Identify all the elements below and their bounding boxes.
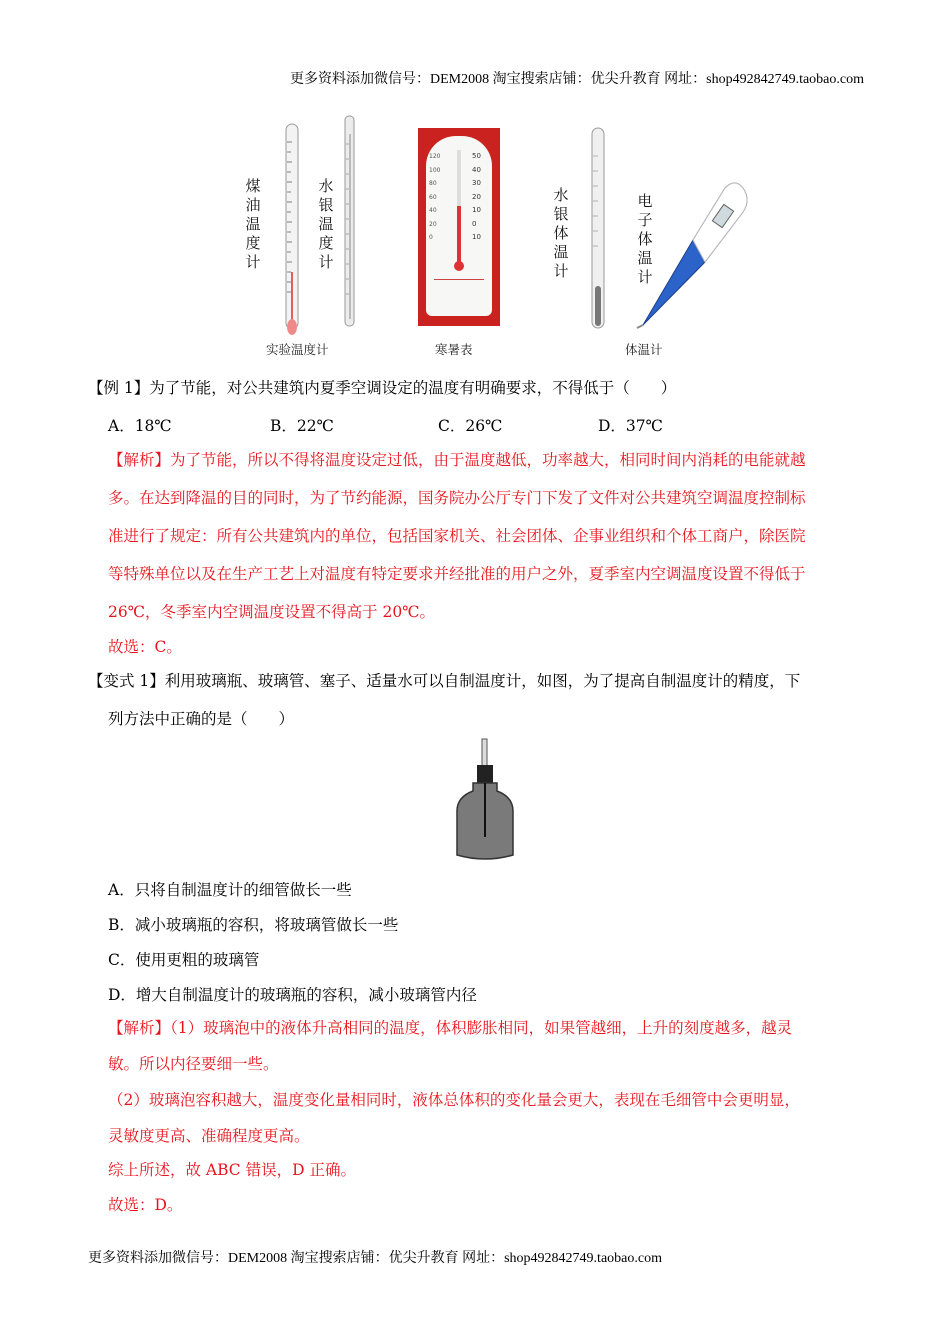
scale-right-label: 80 <box>429 180 437 187</box>
mercury-thermometer-label: 水 银 温 度 计 <box>318 177 334 271</box>
variant1-analysis-line: （2）玻璃泡容积越大，温度变化量相同时，液体总体积的变化量会更大，表现在毛细管中会更明显， <box>108 1091 800 1109</box>
mercury-body-thermometer-label: 水 银 体 温 计 <box>553 186 569 280</box>
scale-right-label: 20 <box>429 220 437 228</box>
example1-analysis-line: 【解析】为了节能，所以不得将温度设定过低，由于温度越低，功率越大，相同时间内消耗的电能就越 <box>108 451 806 469</box>
mercury-body-thermometer-image <box>590 126 606 332</box>
page-footer: 更多资料添加微信号：DEM2008 淘宝搜索店铺：优尖升教育 网址：shop492842749.taobao.com <box>88 1251 662 1266</box>
electronic-thermometer-image <box>635 180 755 330</box>
scale-right-label: 0 <box>429 234 433 241</box>
scale-right-label: 60 <box>429 193 437 201</box>
variant1-option-c: C．使用更粗的玻璃管 <box>108 951 260 969</box>
page-header: 更多资料添加微信号：DEM2008 淘宝搜索店铺：优尖升教育 网址：shop492842749.taobao.com <box>290 72 864 87</box>
variant1-analysis-line: 综上所述，故 ABC 错误，D 正确。 <box>108 1161 356 1179</box>
scale-right-label: 40 <box>429 207 437 214</box>
example1-analysis-line: 多。在达到降温的目的同时，为了节约能源，国务院办公厅专门下发了文件对公共建筑空调温度控制标 <box>108 489 806 507</box>
scale-left-label: 0 <box>472 219 477 228</box>
scale-left-label: 10 <box>472 233 481 241</box>
kerosene-thermometer-image <box>280 122 304 342</box>
thermometer-figure <box>230 112 700 362</box>
example1-option-a: A．18℃ <box>108 417 172 435</box>
variant1-option-b: B．减小玻璃瓶的容积，将玻璃管做长一些 <box>108 916 399 934</box>
caption-cold-heat-meter: 寒暑表 <box>435 342 473 357</box>
scale-left-label: 20 <box>472 192 481 201</box>
example1-answer: 故选：C。 <box>108 638 182 656</box>
variant1-analysis-line: 敏。所以内径要细一些。 <box>108 1055 279 1073</box>
example1-question: 【例 1】为了节能，对公共建筑内夏季空调设定的温度有明确要求，不得低于（ ） <box>88 379 677 397</box>
example1-option-d: D．37℃ <box>598 417 663 435</box>
kerosene-thermometer-label: 煤 油 温 度 计 <box>245 177 261 271</box>
variant1-answer: 故选：D。 <box>108 1196 183 1214</box>
mercury-thermometer-image <box>342 114 358 329</box>
caption-lab-thermometer: 实验温度计 <box>266 342 329 357</box>
variant1-analysis-line: 【解析】（1）玻璃泡中的液体升高相同的温度，体积膨胀相同，如果管越细，上升的刻度越多，越灵 <box>108 1019 793 1037</box>
example1-option-b: B．22℃ <box>270 417 334 435</box>
caption-body-thermometer: 体温计 <box>625 342 663 357</box>
example1-analysis-line: 准进行了规定：所有公共建筑内的单位，包括国家机关、社会团体、企事业组织和个体工商户，除医院 <box>108 527 806 545</box>
scale-left-label: 10 <box>472 206 481 214</box>
example1-option-c: C．26℃ <box>438 417 503 435</box>
example1-analysis-line: 等特殊单位以及在生产工艺上对温度有特定要求并经批准的用户之外，夏季室内空调温度设置不得低于 <box>108 565 806 583</box>
scale-left-label: 50 <box>472 152 481 160</box>
scale-right-label: 100 <box>429 166 441 174</box>
electronic-thermometer-label: 电 子 体 温 计 <box>637 192 653 286</box>
variant1-question: 【变式 1】利用玻璃瓶、玻璃管、塞子、适量水可以自制温度计，如图，为了提高自制温度计的精度，下 <box>88 672 801 690</box>
example1-analysis-line: 26℃，冬季室内空调温度设置不得高于 20℃。 <box>108 603 436 621</box>
homemade-thermometer-bottle-image <box>455 737 515 862</box>
scale-left-label: 40 <box>472 165 481 174</box>
variant1-analysis-line: 灵敏度更高、准确程度更高。 <box>108 1127 310 1145</box>
scale-left-label: 30 <box>472 179 481 187</box>
variant1-option-d: D．增大自制温度计的玻璃瓶的容积，减小玻璃管内径 <box>108 986 477 1004</box>
variant1-question-cont: 列方法中正确的是（ ） <box>108 710 295 728</box>
variant1-option-a: A．只将自制温度计的细管做长一些 <box>108 881 352 899</box>
scale-right-label: 120 <box>429 153 441 160</box>
cold-heat-meter-image <box>418 128 500 326</box>
